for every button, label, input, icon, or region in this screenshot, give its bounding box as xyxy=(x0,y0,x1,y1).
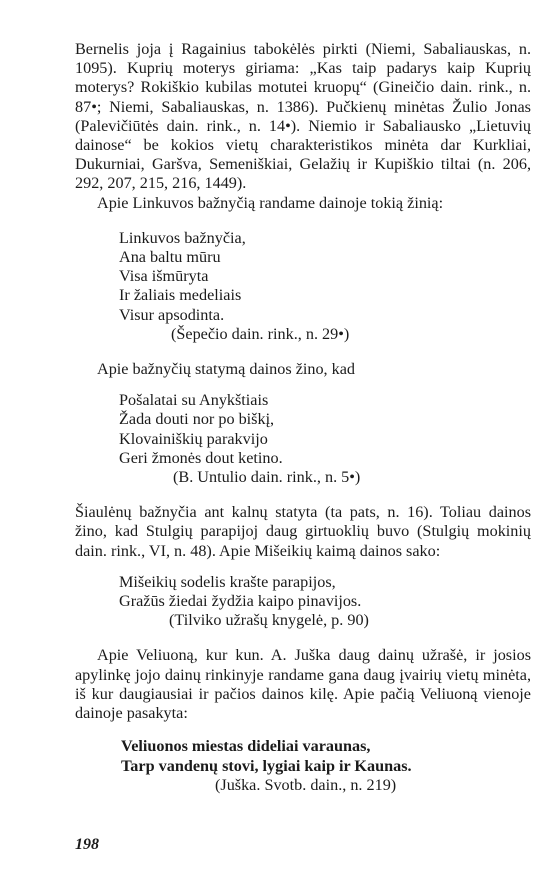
verse-line: Linkuvos bažnyčia, xyxy=(119,228,246,247)
verse-source: (B. Untulio dain. rink., n. 5•) xyxy=(173,468,361,487)
verse-line: Geri žmonės dout ketino. xyxy=(119,448,283,467)
verse-block xyxy=(119,229,531,344)
verse-line: Visa išmūryta xyxy=(119,267,209,286)
paragraph: Šiaulėnų bažnyčia ant kalnų statyta (ta pats, n. 16). Toliau dainos žino, kad Stulgių parapijoj daug girtuoklių buvo (Stulgių mokinių dain. rink., VI, n. 48). Apie Mišeikių kaimą dainos sako: xyxy=(75,503,531,560)
verse-line: Visur apsodinta. xyxy=(119,305,225,324)
verse-source: (Juška. Svotb. dain., n. 219) xyxy=(215,775,397,794)
verse-source: (Šepečio dain. rink., n. 29•) xyxy=(171,324,350,343)
verse-line: Gražūs žiedai žydžia kaipo pinavijos. xyxy=(119,592,362,611)
verse-line: Ana baltu mūru xyxy=(119,248,221,267)
paragraph: Apie bažnyčių statymą dainos žino, kad xyxy=(97,360,356,379)
verse-line: Klovainiškių parakvijo xyxy=(119,429,268,448)
verse-line: Tarp vandenų stovi, lygiai kaip ir Kaunas. xyxy=(121,756,412,775)
verse-block xyxy=(121,737,531,795)
verse-line: Veliuonos miestas dideliai varaunas, xyxy=(121,737,371,756)
verse-block xyxy=(119,391,531,487)
verse-line: Žada douti nor po biškį, xyxy=(119,410,275,429)
page-number: 198 xyxy=(75,836,99,853)
verse-line: Ir žaliais medeliais xyxy=(119,286,242,305)
page-body xyxy=(75,40,531,795)
verse-line: Mišeikių sodelis krašte parapijos, xyxy=(119,572,336,591)
verse-line: Pošalatai su Anykštiais xyxy=(119,391,269,410)
paragraph: Apie Linkuvos bažnyčią randame dainoje tokią žinią: xyxy=(97,193,444,212)
verse-source: (Tilviko užrašų knygelė, p. 90) xyxy=(169,611,369,630)
paragraph: Bernelis joja į Ragainius tabokėlės pirkti (Niemi, Sabaliauskas, n. 1095). Kuprių moterys giriama: „Kas taip padarys kaip Kuprių moterys? Rokiškio kubilas motutei kruopų“ (Gineičio dain. rink., n. 87•; Niemi, Sabaliauskas, n. 1386). Pučkienų minėtas Žulio Jonas (Palevičiūtės dain. rink., n. 14•). Niemio ir Sabaliausko „Lietuvių dainose“ be kokios vietų charakteristikos minėta dar Kurkliai, Dukurniai, Garšva, Semeniškiai, Gelažių ir Kupiškio tiltai (n. 206, 292, 207, 215, 216, 1449). xyxy=(75,40,531,193)
verse-block xyxy=(119,573,531,631)
paragraph: Apie Veliuoną, kur kun. A. Juška daug dainų užrašė, ir josios apylinkę jojo dainų rinkinyje randame gana daug įvairių vietų minėta, iš kur daugiausiai ir pačios dainos kilę. Apie pačią Veliuoną vienoje dainoje pasakyta: xyxy=(75,646,531,723)
